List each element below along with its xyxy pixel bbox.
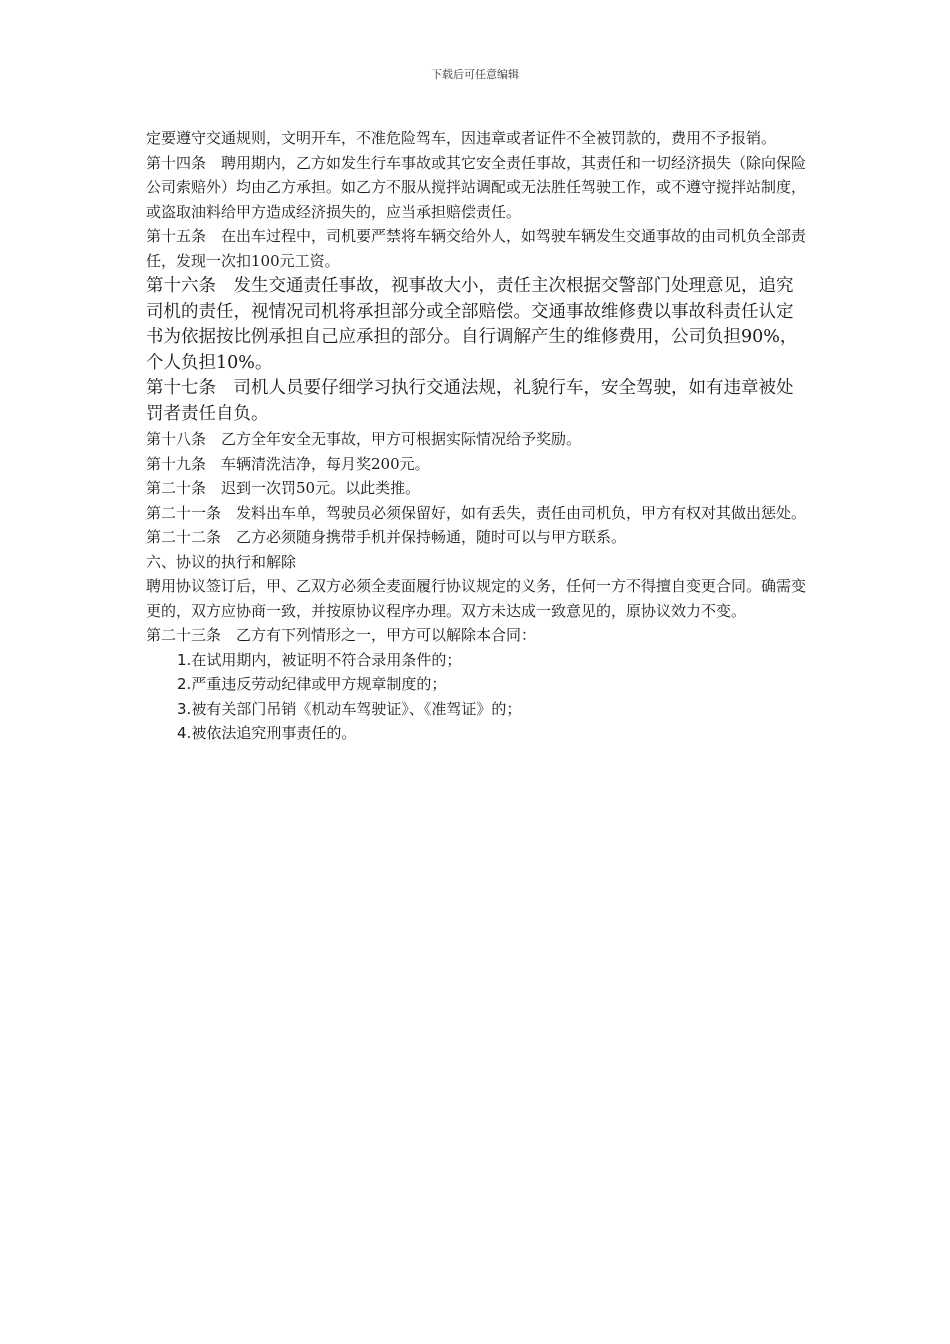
list-text: 在试用期内，被证明不符合录用条件的； — [191, 650, 462, 669]
list-item — [146, 648, 808, 673]
list-item — [146, 672, 808, 697]
list-number: 4. — [177, 724, 192, 742]
article-14: 第十四条 聘用期内，乙方如发生行车事故或其它安全责任事故，其责任和一切经济损失（除向保险公司索赔外）均由乙方承担。如乙方不服从搅拌站调配或无法胜任驾驶工作，或不遵守搅拌站制度，或盗取油料给甲方造成经济损失的，应当承担赔偿责任。 — [146, 153, 807, 221]
article-23: 第二十三条 乙方有下列情形之一，甲方可以解除本合同： — [146, 626, 537, 644]
list-text: 严重违反劳动纪律或甲方规章制度的； — [191, 675, 447, 693]
article-18: 第十八条 乙方全年安全无事故，甲方可根据实际情况给予奖励。 — [146, 430, 582, 448]
section-paragraph: 聘用协议签订后，甲、乙双方必须全麦面履行协议规定的义务，任何一方不得擅自变更合同。确需变更的，双方应协商一致，并按原协议程序办理。双方未达成一致意见的，原协议效力不变。 — [146, 577, 807, 620]
article-15: 第十五条 在出车过程中，司机要严禁将车辆交给外人，如驾驶车辆发生交通事故的由司机负全部责任，发现一次扣100元工资。 — [146, 227, 807, 270]
list-text: 被有关部门吊销《机动车驾驶证》、《准驾证》的； — [191, 699, 522, 718]
article-21: 第二十一条 发料出车单，驾驶员必须保留好，如有丢失，责任由司机负，甲方有权对其做出惩处。 — [146, 503, 807, 522]
list-item — [146, 697, 808, 722]
article-20: 第二十条 迟到一次罚50元。以此类推。 — [146, 479, 421, 497]
section-heading: 六、协议的执行和解除 — [146, 552, 297, 571]
list-number: 3. — [177, 699, 192, 718]
page-header: 下载后可任意编辑 — [431, 68, 519, 81]
article-16: 第十六条 发生交通责任事故，视事故大小，责任主次根据交警部门处理意见，追究司机的责任，视情况司机将承担部分或全部赔偿。交通事故维修费以事故科责任认定书为依据按比例承担自己应承担的部分。自行调解产生的维修费用，公司负担90%，个人负担10%。 — [146, 276, 798, 373]
list-number: 1. — [177, 650, 192, 669]
article-22: 第二十二条 乙方必须随身携带手机并保持畅通，随时可以与甲方联系。 — [146, 528, 627, 546]
article-19: 第十九条 车辆清洗洁净，每月奖200元。 — [146, 454, 430, 473]
list-text: 被依法追究刑事责任的。 — [191, 724, 357, 742]
document-body — [146, 126, 808, 746]
list-number: 2. — [177, 675, 192, 693]
list-item — [146, 721, 808, 746]
paragraph: 定要遵守交通规则，文明开车，不准危险驾车，因违章或者证件不全被罚款的，费用不予报销。 — [146, 129, 777, 147]
article-17: 第十七条 司机人员要仔细学习执行交通法规，礼貌行车，安全驾驶，如有违章被处罚者责任自负。 — [146, 378, 794, 424]
